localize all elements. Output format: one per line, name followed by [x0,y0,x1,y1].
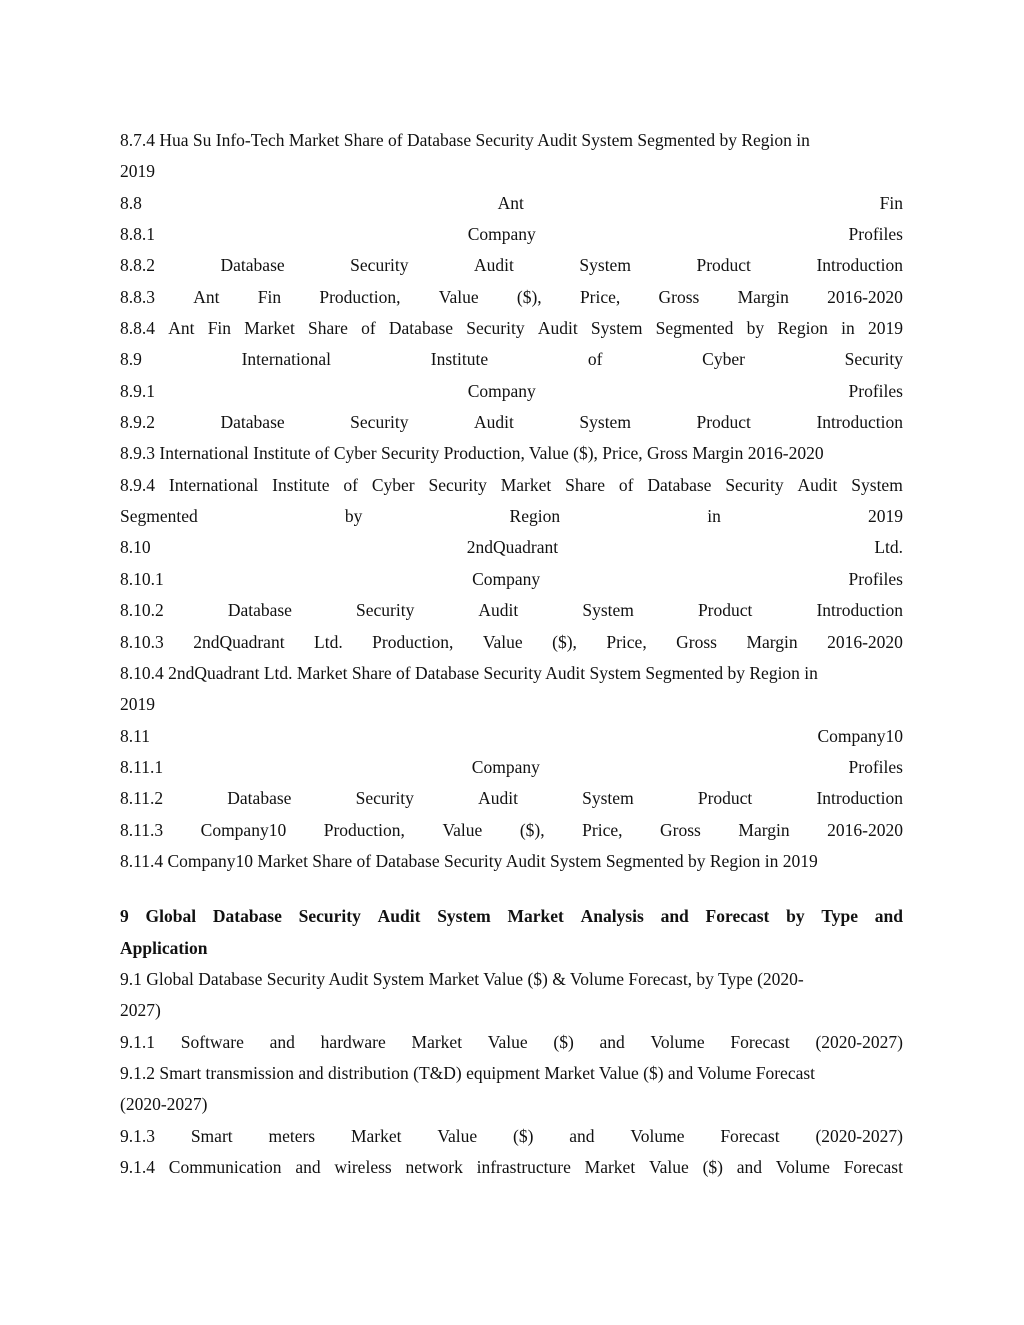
text-fragment: Price, [579,286,621,307]
text-fragment: 2ndQuadrant [193,631,285,652]
text-fragment: hardware [320,1031,386,1052]
text-fragment: Product [697,788,753,809]
text-fragment: Market [244,318,295,339]
toc-line [120,1121,903,1152]
toc-line [120,501,903,532]
text-fragment: Ant [497,192,524,213]
section-gap [120,877,903,901]
text-fragment: Fin [207,318,232,339]
text-fragment: 9.1.3 [120,1125,155,1146]
text-fragment: Audit [474,255,514,276]
text-fragment: Share [308,318,348,339]
text-fragment: Profiles [848,380,903,401]
text-fragment: network [405,1157,463,1177]
text-fragment: Value [437,1125,478,1146]
text-fragment: Forecast [730,1031,790,1052]
text-fragment: Market [507,906,564,927]
text-fragment: and [874,906,903,927]
text-fragment: ($) [702,1157,723,1177]
text-fragment: Volume [775,1157,830,1177]
text-fragment: Global [145,906,197,927]
text-fragment: 8.8.4 [120,318,155,339]
text-fragment: of [587,349,603,370]
text-fragment: 9.1.4 [120,1157,155,1177]
text-fragment: (2020-2027) [815,1031,903,1052]
text-fragment: System [582,600,634,621]
toc-line [120,783,903,814]
text-fragment: by [786,906,805,927]
text-fragment: Database [212,906,282,927]
text-fragment: Margin [737,286,789,307]
toc-line [120,995,903,1026]
toc-line [120,689,903,720]
text-fragment: and [736,1157,763,1177]
text-fragment: Security [356,600,415,621]
text-fragment: Forecast [705,906,770,927]
text-fragment: 9.1 Global Database Security Audit System Market Value ($) & Volume Forecast, by Type (2020- [120,968,804,989]
text-fragment: Company10 [817,725,903,746]
toc-line [120,125,903,156]
text-fragment: Share [565,474,605,495]
text-fragment: Introduction [816,788,903,809]
toc-line [120,964,903,995]
text-fragment: Security [844,349,903,370]
text-fragment: 8.9.2 [120,412,155,433]
text-fragment: 2019 [120,161,155,182]
text-fragment: of [361,318,376,339]
text-fragment: ($), [519,819,545,840]
text-fragment: 8.11.1 [120,756,164,777]
text-fragment: Security [428,474,487,495]
text-fragment: Forecast [720,1125,780,1146]
text-fragment: Margin [746,631,798,652]
text-fragment: Company10 [200,819,287,840]
text-fragment: Market [500,474,552,495]
text-fragment: Value [648,1157,689,1177]
text-fragment: 8.8.1 [120,224,155,245]
text-fragment: Database [227,788,292,809]
text-fragment: Profiles [848,224,903,245]
text-fragment: Application [120,937,208,958]
toc-line [120,1089,903,1120]
text-fragment: and [660,906,689,927]
text-fragment: (2020-2027) [815,1125,903,1146]
toc-line [120,188,903,219]
text-fragment: International [241,349,332,370]
text-fragment: and [295,1157,321,1177]
text-fragment: Product [696,255,751,276]
text-fragment: Profiles [848,756,903,777]
text-fragment: Volume [630,1125,685,1146]
text-fragment: Cyber [702,349,745,370]
toc-line [120,815,903,846]
text-fragment: Security [298,906,361,927]
text-fragment: System [579,255,631,276]
text-fragment: Software [180,1031,244,1052]
toc-line [120,438,903,469]
text-fragment: 2027) [120,1000,161,1021]
text-fragment: Production, [323,819,405,840]
text-fragment: 8.9.1 [120,380,155,401]
text-fragment: meters [268,1125,316,1146]
text-fragment: Production, [372,631,454,652]
text-fragment: Introduction [816,600,903,621]
text-fragment: Gross [660,819,701,840]
text-fragment: (2020-2027) [120,1094,208,1115]
text-fragment: Value [482,631,523,652]
text-fragment: Fin [257,286,282,307]
text-fragment: 8.9.3 International Institute of Cyber Security Production, Value ($), Price, Gross Margin 2016-2020 [120,443,824,464]
text-fragment: Introduction [816,255,903,276]
text-fragment: Security [725,474,784,495]
text-fragment: in [841,318,855,339]
text-fragment: Value [487,1031,528,1052]
text-fragment: and [269,1031,295,1052]
text-fragment: Audit [537,318,578,339]
text-fragment: 2016-2020 [827,286,903,307]
text-fragment: International [168,474,259,495]
text-fragment: System [579,412,631,433]
text-fragment: and [599,1031,625,1052]
text-fragment: ($) [553,1031,574,1052]
text-fragment: of [618,474,634,495]
text-fragment: System [851,474,903,495]
text-fragment: 9.1.1 [120,1031,155,1052]
text-fragment: Audit [478,600,519,621]
text-fragment: Price, [582,819,623,840]
text-fragment: Gross [676,631,717,652]
document-page [120,125,903,1183]
text-fragment: 8.10.4 2ndQuadrant Ltd. Market Share of Database Security Audit System Segmented by Region in [120,662,818,683]
text-fragment: Security [466,318,525,339]
text-fragment: 8.10.2 [120,600,164,621]
text-fragment: Ltd. [314,631,343,652]
toc-line [120,846,903,877]
text-fragment: 8.8 [120,192,142,213]
toc-line [120,1152,903,1183]
text-fragment: Forecast [843,1157,903,1177]
text-fragment: 2019 [868,318,903,339]
text-fragment: Product [697,600,753,621]
text-fragment: Security [350,255,409,276]
toc-line [120,470,903,501]
text-fragment: Margin [738,819,790,840]
text-fragment: Market [411,1031,463,1052]
toc-line [120,532,903,563]
text-fragment: 8.11.4 Company10 Market Share of Database Security Audit System Segmented by Region in 2019 [120,850,818,871]
text-fragment: Cyber [371,474,415,495]
text-fragment: 2ndQuadrant [466,537,559,558]
text-fragment: 2019 [867,506,903,527]
toc-line [120,156,903,187]
toc-line [120,250,903,281]
text-fragment: 2016-2020 [827,631,903,652]
text-fragment: Institute [430,349,489,370]
text-fragment: 8.8.3 [120,286,155,307]
text-fragment: Database [647,474,712,495]
text-fragment: Market [350,1125,402,1146]
toc-line [120,721,903,752]
toc-line [120,627,903,658]
text-fragment: Gross [658,286,700,307]
text-fragment: of [343,474,358,495]
toc-line [120,564,903,595]
text-fragment: ($), [552,631,577,652]
text-fragment: Volume [650,1031,705,1052]
toc-line [120,344,903,375]
text-fragment: Segmented [655,318,734,339]
text-fragment: Security [350,412,409,433]
text-fragment: Database [388,318,454,339]
text-fragment: Audit [474,412,514,433]
text-fragment: 8.7.4 Hua Su Info-Tech Market Share of Database Security Audit System Segmented by Region in [120,130,810,150]
text-fragment: in [707,506,721,527]
text-fragment: 2019 [120,694,155,715]
toc-line [120,376,903,407]
toc-line [120,1058,903,1089]
toc-line [120,407,903,438]
text-fragment: 9.1.2 Smart transmission and distribution (T&D) equipment Market Value ($) and Volume Forecast [120,1062,816,1083]
text-fragment: System [437,906,491,927]
text-fragment: Ant [168,318,195,339]
text-fragment: Database [227,600,292,621]
text-fragment: Smart [190,1125,233,1146]
text-fragment: ($) [513,1125,534,1146]
text-fragment: by [344,506,363,527]
text-fragment: 8.10 [120,537,151,558]
toc-line [120,1027,903,1058]
toc-line [120,313,903,344]
text-fragment: Audit [797,474,838,495]
text-fragment: Analysis [580,906,644,927]
text-fragment: Institute [272,474,330,495]
text-fragment: 8.8.2 [120,255,155,276]
text-fragment: Company [471,756,540,777]
text-fragment: infrastructure [476,1157,571,1177]
text-fragment: Security [355,788,414,809]
text-fragment: Type [821,906,859,927]
text-fragment: Price, [606,631,647,652]
text-fragment: Audit [478,788,518,809]
text-fragment: Product [696,412,751,433]
section-heading-line [120,933,903,964]
toc-line [120,752,903,783]
text-fragment: 8.11.3 [120,819,164,840]
section-heading-line [120,901,903,932]
text-fragment: 8.11.2 [120,788,164,809]
text-fragment: 2016-2020 [827,819,903,840]
text-fragment: Value [438,286,479,307]
text-fragment: Market [584,1157,636,1177]
text-fragment: Company [467,380,536,401]
text-fragment: Audit [377,906,421,927]
text-fragment: Company [467,224,536,245]
text-fragment: and [569,1125,595,1146]
text-fragment: 8.9.4 [120,474,155,495]
text-fragment: Production, [319,286,401,307]
text-fragment: System [590,318,643,339]
text-fragment: Database [220,255,285,276]
text-fragment: 8.10.1 [120,568,164,589]
text-fragment: Region [509,506,561,527]
text-fragment: Company [472,568,541,589]
text-fragment: Ltd. [874,537,903,558]
text-fragment: 9 [120,906,129,927]
text-fragment: Profiles [848,568,903,589]
text-fragment: wireless [334,1157,392,1177]
text-fragment: Ant [193,286,220,307]
toc-line [120,219,903,250]
text-fragment: 8.9 [120,349,142,370]
text-fragment: Database [220,412,285,433]
text-fragment: 8.11 [120,725,150,746]
text-fragment: ($), [516,286,542,307]
text-fragment: Segmented [120,506,198,527]
toc-line [120,595,903,626]
text-fragment: System [582,788,634,809]
text-fragment: Fin [879,192,903,213]
text-fragment: Introduction [816,412,903,433]
text-fragment: Communication [168,1157,282,1177]
text-fragment: by [746,318,765,339]
text-fragment: Region [777,318,828,339]
toc-line [120,282,903,313]
toc-line [120,658,903,689]
text-fragment: Value [442,819,483,840]
text-fragment: 8.10.3 [120,631,164,652]
